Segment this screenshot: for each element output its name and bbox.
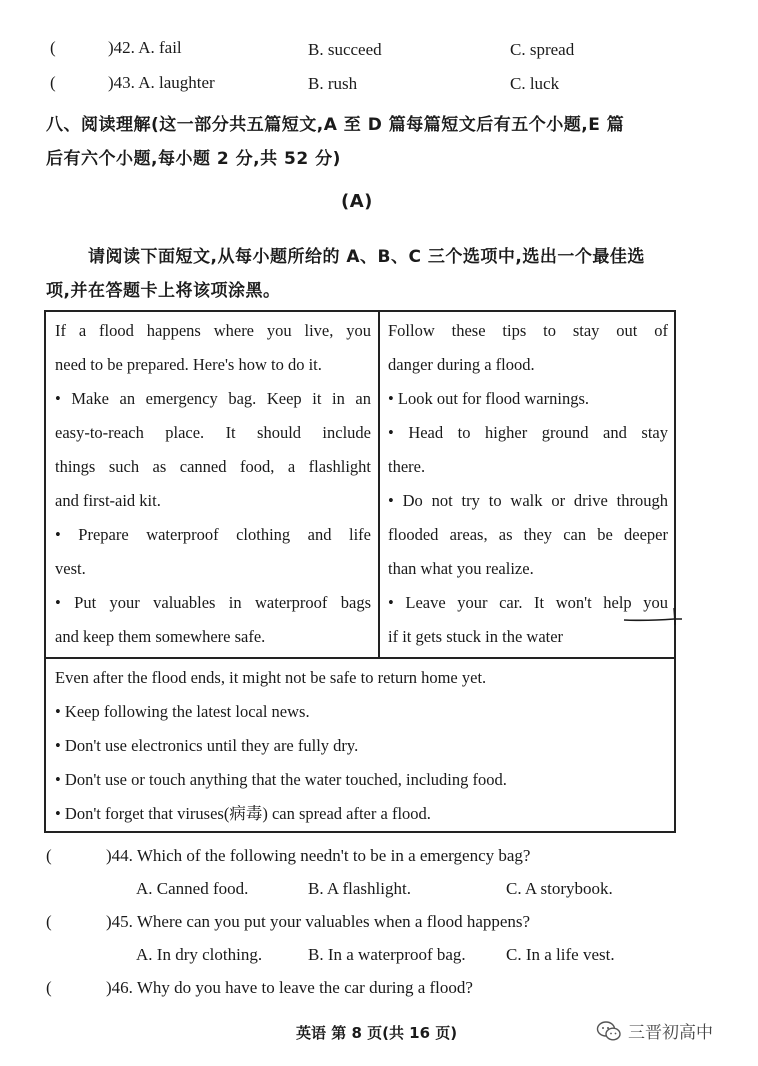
pen-underline-mark bbox=[622, 606, 692, 626]
answer-paren: ( bbox=[50, 38, 56, 57]
section-heading-line1: 八、阅读理解(这一部分共五篇短文,A 至 D 篇每篇短文后有五个小题,E 篇 bbox=[46, 115, 625, 135]
question-46-stem: )46. Why do you have to leave the car during a flood? bbox=[106, 978, 473, 997]
question-46 bbox=[46, 978, 473, 998]
bottom-line: • Don't use or touch anything that the water touched, including food. bbox=[55, 770, 507, 789]
instruction-line2: 项,并在答题卡上将该项涂黑。 bbox=[46, 281, 281, 301]
bottom-line: • Don't use electronics until they are fully dry. bbox=[55, 736, 359, 755]
right-line: if it gets stuck in the water bbox=[388, 627, 564, 646]
answer-paren: ( bbox=[50, 73, 56, 92]
q42-option-b: B. succeed bbox=[308, 40, 382, 59]
answer-paren: ( bbox=[46, 846, 52, 865]
q42-option-c: C. spread bbox=[510, 40, 575, 59]
q43-option-c: C. luck bbox=[510, 74, 560, 93]
question-44 bbox=[46, 846, 530, 866]
column-divider bbox=[378, 310, 380, 659]
bottom-line: • Keep following the latest local news. bbox=[55, 702, 310, 721]
section-heading-line2: 后有六个小题,每小题 2 分,共 52 分) bbox=[46, 149, 341, 169]
q45-option-a: A. In dry clothing. bbox=[136, 945, 263, 964]
passage-bottom-text bbox=[55, 661, 665, 831]
q42-option-a: )42. A. fail bbox=[108, 38, 182, 57]
q45-option-c: C. In a life vest. bbox=[506, 945, 615, 964]
left-line: and first-aid kit. bbox=[55, 491, 161, 510]
watermark bbox=[596, 1018, 713, 1043]
left-line: • Prepare waterproof clothing and life bbox=[55, 525, 371, 544]
question-44-stem: )44. Which of the following needn't to be in a emergency bag? bbox=[106, 846, 531, 865]
right-line: • Do not try to walk or drive through bbox=[388, 491, 668, 510]
bottom-line: • Don't forget that viruses(病毒) can spread after a flood. bbox=[55, 804, 431, 823]
question-45-stem: )45. Where can you put your valuables when a flood happens? bbox=[106, 912, 531, 931]
right-line: • Look out for flood warnings. bbox=[388, 389, 589, 408]
passage-right-column bbox=[388, 314, 668, 654]
left-line: need to be prepared. Here's how to do it. bbox=[55, 355, 322, 374]
left-line: and keep them somewhere safe. bbox=[55, 627, 266, 646]
wechat-icon bbox=[596, 1020, 622, 1042]
bottom-line: Even after the flood ends, it might not be safe to return home yet. bbox=[55, 668, 487, 687]
left-line: vest. bbox=[55, 559, 86, 578]
left-line: • Make an emergency bag. Keep it in an bbox=[55, 389, 371, 408]
right-line: there. bbox=[388, 457, 426, 476]
q44-option-c: C. A storybook. bbox=[506, 879, 613, 898]
q44-option-b: B. A flashlight. bbox=[308, 879, 411, 898]
left-line: easy-to-reach place. It should include bbox=[55, 423, 371, 442]
watermark-text: 三晋初高中 bbox=[628, 1023, 713, 1043]
instruction-line1: 请阅读下面短文,从每小题所给的 A、B、C 三个选项中,选出一个最佳选 bbox=[88, 247, 645, 267]
right-line: danger during a flood. bbox=[388, 355, 535, 374]
q43-option-a: )43. A. laughter bbox=[108, 73, 215, 92]
right-line: Follow these tips to stay out of bbox=[388, 321, 668, 340]
passage-left-column bbox=[55, 314, 371, 654]
passage-label: (A) bbox=[341, 191, 373, 212]
question-43 bbox=[50, 73, 215, 93]
question-42 bbox=[50, 38, 182, 58]
answer-paren: ( bbox=[46, 912, 52, 931]
q44-option-a: A. Canned food. bbox=[136, 879, 249, 898]
answer-paren: ( bbox=[46, 978, 52, 997]
q45-option-b: B. In a waterproof bag. bbox=[308, 945, 466, 964]
left-line: • Put your valuables in waterproof bags bbox=[55, 593, 371, 612]
right-line: than what you realize. bbox=[388, 559, 534, 578]
right-line: • Head to higher ground and stay bbox=[388, 423, 668, 442]
question-45 bbox=[46, 912, 530, 932]
right-line: flooded areas, as they can be deeper bbox=[388, 525, 668, 544]
left-line: If a flood happens where you live, you bbox=[55, 321, 371, 340]
right-line: • Leave your car. It won't help you bbox=[388, 593, 668, 612]
q43-option-b: B. rush bbox=[308, 74, 358, 93]
left-line: things such as canned food, a flashlight bbox=[55, 457, 371, 476]
page-footer: 英语 第 8 页(共 16 页) bbox=[296, 1024, 458, 1042]
